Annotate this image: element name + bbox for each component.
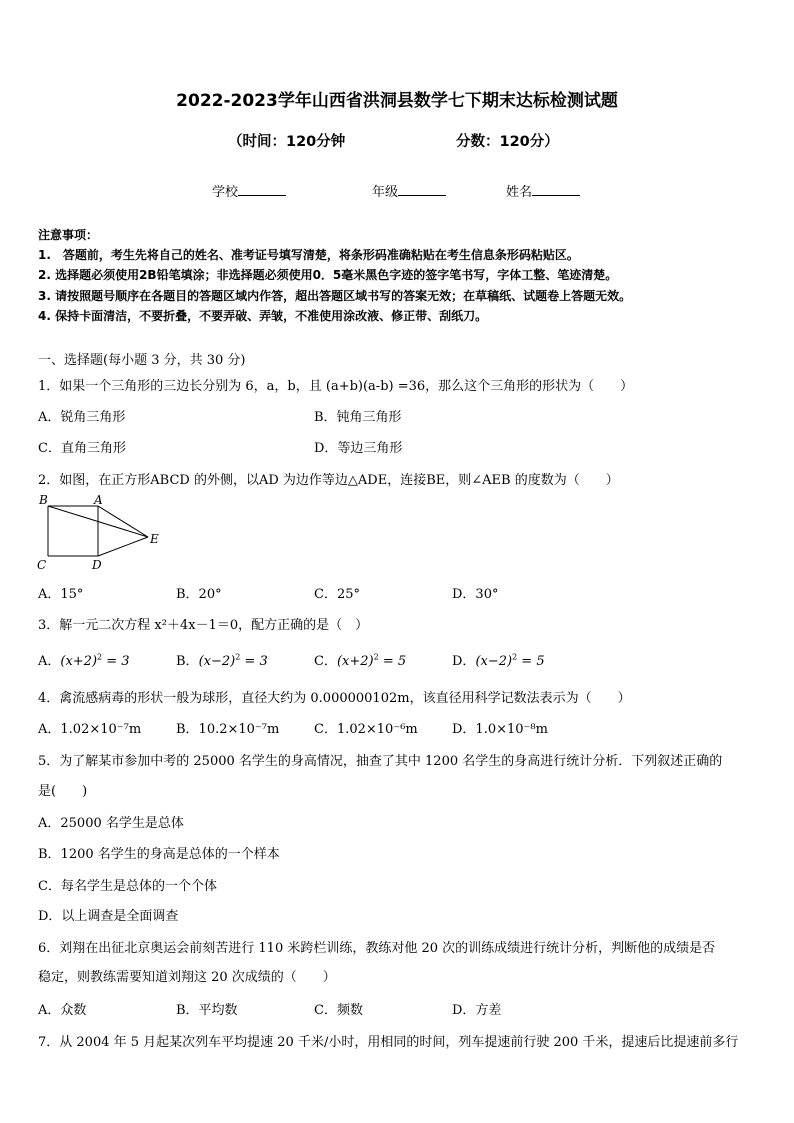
q5-stem-cont: 是( ) [38,784,88,799]
q4-stem: 4．禽流感病毒的形状一般为球形，直径大约为 0.000000102m，该直径用科学记数法表示为（ ） [38,691,631,706]
q3-option-c-rhs: = 5 [378,654,407,669]
time-label: （时间：120分钟 [228,134,346,150]
q5-option-a: A．25000 名学生是总体 [38,816,184,831]
q6-option-d: D．方差 [452,1003,502,1018]
score-label: 分数：120分） [456,134,559,150]
name-label: 姓名 [506,185,533,200]
q1-option-d: D．等边三角形 [314,441,403,456]
q3-option-c-exp: 2 [373,652,379,662]
q3-option-b-exp: 2 [235,652,241,662]
notice-item: 3. 请按照题号顺序在各题目的答题区域内作答，超出答题区域书写的答案无效；在草稿纸、试题卷上答题无效。 [38,289,632,303]
q6-stem-cont: 稳定，则教练需要知道刘翔这 20 次成绩的（ ） [38,970,336,985]
q3-option-c [314,650,406,669]
school-blank[interactable] [238,183,286,196]
q6-option-b: B．平均数 [176,1003,238,1018]
q3-option-a-exp: 2 [97,652,103,662]
name-blank[interactable] [532,183,580,196]
q1-option-c: C．直角三角形 [38,441,126,456]
q3-option-a-prefix: A． [38,654,61,669]
section-heading: 一、选择题(每小题 3 分，共 30 分) [38,353,246,368]
label-e: E [150,532,159,546]
q3-option-d-expr: (x−2) [475,654,513,669]
q3-option-b [176,650,268,669]
grade-label: 年级 [372,185,399,200]
notice-item: 4. 保持卡面清洁，不要折叠，不要弄破、弄皱，不准使用涂改液、修正带、刮纸刀。 [38,309,488,323]
q3-option-b-prefix: B． [176,654,199,669]
q2-option-c: C．25° [314,587,360,602]
q3-option-b-expr: (x−2) [198,654,236,669]
label-b: B [39,494,48,507]
edge-ae [98,506,148,537]
school-field [212,181,286,200]
q4-option-b: B．10.2×10⁻⁷m [176,722,280,737]
q2-option-d: D．30° [452,587,499,602]
q5-stem: 5．为了解某市参加中考的 25000 名学生的身高情况，抽查了其中 1200 名学生的身高进行统计分析．下列叙述正确的 [38,754,723,769]
square-triangle-figure [30,494,170,576]
exam-title: 2022-2023学年山西省洪洞县数学七下期末达标检测试题 [176,91,618,111]
edge-de [98,537,148,556]
grade-field [372,181,446,200]
q5-option-d: D．以上调查是全面调查 [38,909,179,924]
q1-option-b: B．钝角三角形 [314,410,402,425]
q3-option-a-rhs: = 3 [102,654,130,669]
label-c: C [37,558,47,572]
q3-option-c-prefix: C． [314,654,337,669]
q7-stem: 7．从 2004 年 5 月起某次列车平均提速 20 千米/小时，用相同的时间，列车提速前行驶 200 千米，提速后比提速前多行 [38,1035,739,1050]
q3-option-d-rhs: = 5 [517,654,545,669]
q3-option-d-exp: 2 [512,652,518,662]
q3-stem: 3．解一元二次方程 x²＋4x－1＝0，配方正确的是（ ） [38,618,369,633]
q1-stem: 1．如果一个三角形的三边长分别为 6，a，b，且 (a+b)(a-b) =36，那么这个三角形的形状为（ ） [38,379,634,394]
q3-option-a [38,650,130,669]
q2-stem: 2．如图，在正方形ABCD 的外侧，以AD 为边作等边△ADE，连接BE，则∠AEB 的度数为（ ） [38,473,619,488]
q5-option-b: B．1200 名学生的身高是总体的一个样本 [38,847,280,862]
q3-option-c-expr: (x+2) [336,654,374,669]
q5-option-c: C．每名学生是总体的一个个体 [38,879,217,894]
q3-option-b-rhs: = 3 [240,654,268,669]
q6-option-c: C．频数 [314,1003,363,1018]
q2-option-a: A．15° [38,587,84,602]
label-a: A [94,494,103,507]
q3-option-d-prefix: D． [452,654,476,669]
q3-option-a-expr: (x+2) [60,654,98,669]
q6-option-a: A．众数 [38,1003,87,1018]
q4-option-d: D．1.0×10⁻⁸m [452,722,548,737]
q1-option-a: A．锐角三角形 [38,410,126,425]
notice-heading: 注意事项： [38,228,99,242]
q2-option-b: B．20° [176,587,222,602]
q4-option-c: C．1.02×10⁻⁶m [314,722,418,737]
name-field [506,181,580,200]
q3-option-d [452,650,545,669]
notice-item: 2. 选择题必须使用2B铅笔填涂；非选择题必须使用0．5毫米黑色字迹的签字笔书写，字体工整、笔迹清楚。 [38,268,618,282]
grade-blank[interactable] [398,183,446,196]
school-label: 学校 [212,185,239,200]
notice-item: 1. 答题前，考生先将自己的姓名、准考证号填写清楚，将条形码准确粘贴在考生信息条形码粘贴区。 [38,248,579,262]
label-d: D [92,558,102,572]
q4-option-a: A．1.02×10⁻⁷m [38,722,142,737]
q6-stem: 6．刘翔在出征北京奥运会前刻苦进行 110 米跨栏训练，教练对他 20 次的训练成绩进行统计分析，判断他的成绩是否 [38,941,716,956]
